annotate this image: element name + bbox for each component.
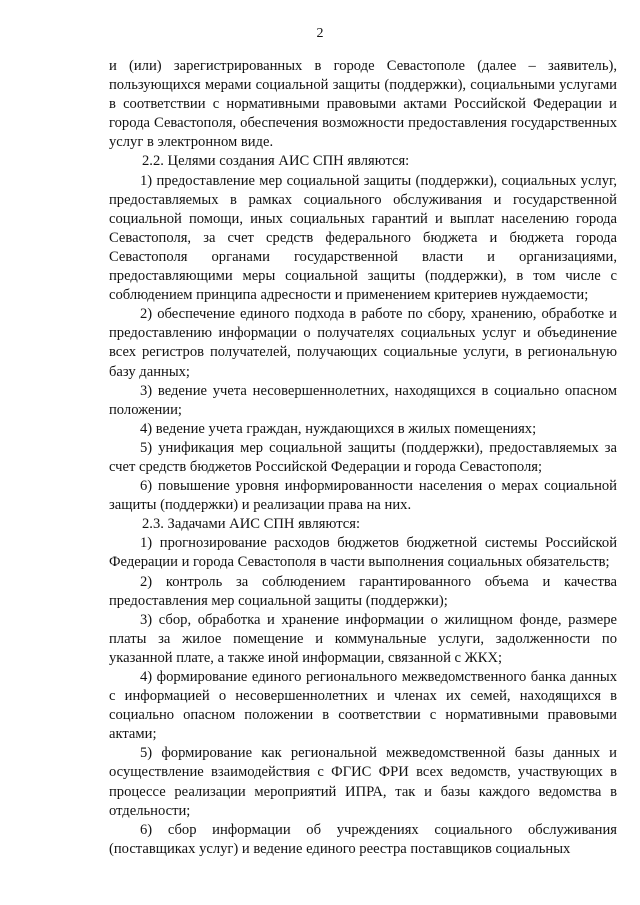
section-heading-tasks: 2.3. Задачами АИС СПН являются: [142, 516, 360, 533]
task-item-1: 1) прогнозирование расходов бюджетов бюджетной системы Российской Федерации и города Севастополя в части выполнения социальных обязательств; [109, 535, 617, 571]
task-item-4: 4) формирование единого регионального межведомственного банка данных с информацией о несовершеннолетних и членах их семей, находящихся в социально опасном положении в соответствии с нормативными правовыми актами; [109, 669, 617, 743]
goal-item-3: 3) ведение учета несовершеннолетних, находящихся в социально опасном положении; [109, 382, 617, 418]
section-heading-goals: 2.2. Целями создания АИС СПН являются: [142, 153, 410, 170]
task-item-3: 3) сбор, обработка и хранение информации о жилищном фонде, размере платы за жилое помещение и коммунальные услуги, задолженности по указанной плате, а также иной информации, связанной с ЖКХ; [109, 611, 617, 666]
page-number: 2 [316, 26, 324, 41]
task-item-2: 2) контроль за соблюдением гарантированного объема и качества предоставления мер социальной защиты (поддержки); [109, 573, 617, 609]
goal-item-2: 2) обеспечение единого подхода в работе по сбору, хранению, обработке и предоставлению информации о получателях социальных услуг и объединение всех регистров получателей, получающих социальные услуги, в региональную базу данных; [109, 306, 617, 380]
goal-item-6: 6) повышение уровня информированности населения о мерах социальной защиты (поддержки) и реализации права на них. [109, 478, 617, 514]
task-item-5: 5) формирование как региональной межведомственной базы данных и осуществление взаимодействия с ФГИС ФРИ всех ведомств, участвующих в процессе реализации мероприятий ИПРА, так и базы каждого ведомства в отдельности; [109, 745, 617, 819]
goal-item-1: 1) предоставление мер социальной защиты (поддержки), социальных услуг, предоставляемых в рамках социального обслуживания и государственной социальной помощи, иных социальных гарантий и выплат населению города Севастополя, за счет средств федерального бюджета и бюджета города Севастополя органами государственной власти и организациями, предоставляющими меры социальной защиты (поддержки), в том числе с соблюдением принципа адресности и применением критериев нуждаемости; [109, 172, 617, 304]
task-item-6: 6) сбор информации об учреждениях социального обслуживания (поставщиках услуг) и ведение единого реестра поставщиков социальных [109, 821, 617, 857]
paragraph-continuation: и (или) зарегистрированных в городе Севастополе (далее – заявитель), пользующихся мерами социальной защиты (поддержки), социальными услугами в соответствии с нормативными правовыми актами Российской Федерации и города Севастополя, обеспечения возможности предоставления государственных услуг в электронном виде. [109, 58, 617, 151]
goal-item-5: 5) унификация мер социальной защиты (поддержки), предоставляемых за счет средств бюджетов Российской Федерации и города Севастополя; [109, 439, 617, 475]
document-body [109, 57, 617, 859]
goal-item-4: 4) ведение учета граждан, нуждающихся в жилых помещениях; [140, 420, 537, 437]
